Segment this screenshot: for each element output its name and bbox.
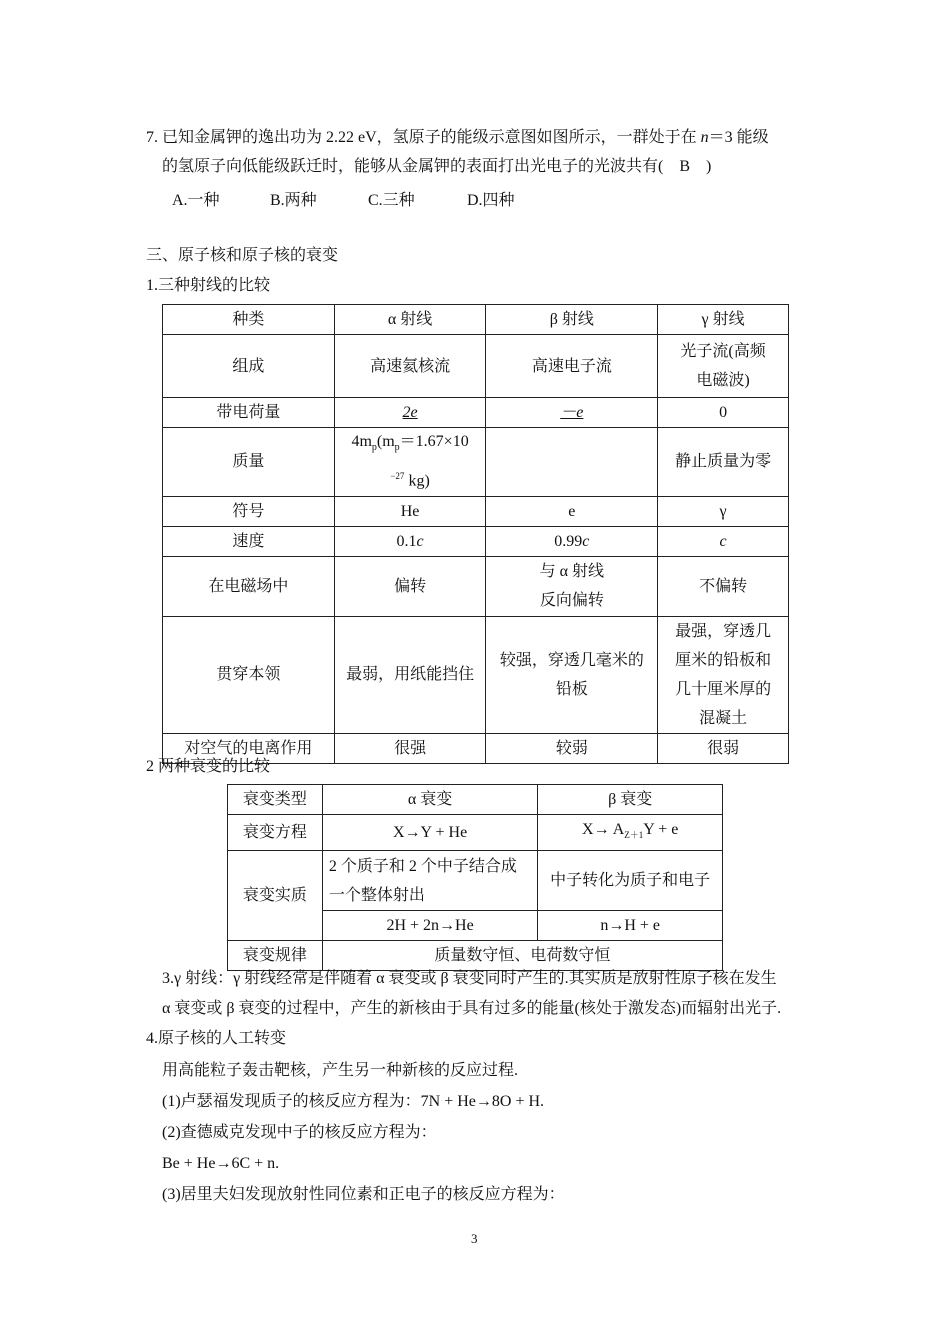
table-row — [163, 398, 789, 428]
charge-alpha: 2e — [402, 404, 418, 421]
cell-line: 混凝土 — [699, 709, 748, 727]
row-label-charge: 带电荷量 — [163, 398, 335, 428]
q7-line1-text: 7. 已知金属钾的逸出功为 2.22 eV，氢原子的能级示意图如图所示，一群处于在 — [146, 129, 701, 146]
row-label-type: 衰变类型 — [228, 785, 323, 815]
part4-item2: (2)查德威克发现中子的核反应方程为： — [162, 1124, 437, 1141]
part4-intro: 用高能粒子轰击靶核，产生另一种新核的反应过程. — [162, 1062, 519, 1079]
cell-line — [339, 462, 482, 495]
header-beta: β 射线 — [486, 305, 658, 335]
table-row — [163, 335, 789, 398]
header-kind: 种类 — [163, 305, 335, 335]
cell: 很弱 — [658, 733, 789, 763]
header-gamma: γ 射线 — [658, 305, 789, 335]
decay-comparison-table — [227, 784, 723, 971]
q7-line1-tail: ＝3 能级 — [708, 129, 769, 146]
q7-n-symbol: n — [700, 129, 709, 146]
cell: 中子转化为质子和电子 — [538, 851, 723, 911]
cell — [538, 815, 723, 851]
cell — [322, 851, 538, 911]
section3-title: 三、原子核和原子核的衰变 — [146, 247, 339, 264]
cell: 静止质量为零 — [658, 428, 789, 497]
cell: He — [334, 496, 486, 526]
part4-title: 4.原子核的人工转变 — [146, 1030, 287, 1047]
cell: 高速氦核流 — [334, 335, 486, 398]
part4-item2-equation: Be + He→6C + n. — [162, 1155, 280, 1172]
part4-item1: (1)卢瑟福发现质子的核反应方程为：7N + He→8O + H. — [162, 1093, 545, 1110]
page-number: 3 — [471, 1231, 478, 1246]
cell-line: 一个整体射出 — [328, 886, 425, 904]
cell-line: 最强，穿透几 — [675, 622, 772, 640]
cell: 不偏转 — [658, 556, 789, 616]
part4-item3: (3)居里夫妇发现放射性同位素和正电子的核反应方程为： — [162, 1186, 565, 1203]
cell-line — [339, 428, 482, 462]
table-row — [163, 616, 789, 733]
cell: 质量数守恒、电荷数守恒 — [322, 941, 722, 971]
cell-line: 几十厘米厚的 — [675, 680, 772, 698]
cell: 偏转 — [334, 556, 486, 616]
table-row — [228, 815, 723, 851]
cell — [334, 398, 486, 428]
cell-line: 铅板 — [555, 680, 588, 698]
row-label-speed: 速度 — [163, 526, 335, 556]
table-row — [163, 526, 789, 556]
cell — [334, 526, 486, 556]
table-row — [163, 556, 789, 616]
cell: γ — [658, 496, 789, 526]
cell-line: 厘米的铅板和 — [675, 651, 772, 669]
eq-text: Y + e — [643, 821, 679, 838]
row-label-equation: 衰变方程 — [228, 815, 323, 851]
row-label-essence: 衰变实质 — [228, 851, 323, 941]
superscript: −27 — [390, 471, 405, 482]
mass-text: kg) — [404, 472, 430, 490]
q7-choice-c: C.三种 — [368, 192, 415, 209]
row-label-field: 在电磁场中 — [163, 556, 335, 616]
part3-line2: α 衰变或 β 衰变的过程中，产生的新核由于具有过多的能量(核处于激发态)而辐射出光子. — [162, 1000, 782, 1017]
cell — [334, 428, 486, 497]
table-row — [228, 941, 723, 971]
header-beta-decay: β 衰变 — [538, 785, 723, 815]
cell: 较弱 — [486, 733, 658, 763]
table-row — [163, 496, 789, 526]
cell — [486, 398, 658, 428]
cell — [658, 616, 789, 733]
q7-choice-d: D.四种 — [467, 192, 515, 209]
speed-text: 0.99 — [554, 532, 583, 550]
cell: X→Y + He — [322, 815, 538, 851]
table-row — [163, 305, 789, 335]
cell-line: 光子流(高频 — [680, 343, 766, 360]
subscript: p — [371, 442, 377, 454]
row-label-ionization: 对空气的电离作用 — [163, 733, 335, 763]
cell: 2H + 2n→He — [322, 911, 538, 941]
part1-title: 1.三种射线的比较 — [146, 277, 271, 294]
cell — [486, 526, 658, 556]
cell: n→H + e — [538, 911, 723, 941]
cell — [658, 335, 789, 398]
table-row — [228, 785, 723, 815]
cell — [486, 556, 658, 616]
table-row — [163, 428, 789, 497]
header-alpha: α 射线 — [334, 305, 486, 335]
cell — [486, 428, 658, 497]
cell: 0 — [658, 398, 789, 428]
speed-c: c — [416, 532, 424, 550]
cell: 高速电子流 — [486, 335, 658, 398]
mass-text: 4m — [351, 433, 372, 450]
cell-line: 电磁波) — [696, 372, 750, 389]
q7-line2: 的氢原子向低能级跃迁时，能够从金属钾的表面打出光电子的光波共有( B ) — [162, 158, 712, 175]
cell-line: 较强，穿透几毫米的 — [499, 651, 644, 669]
q7-line1 — [146, 128, 769, 148]
q7-choice-a: A.一种 — [172, 192, 220, 209]
mass-text: ＝1.67×10 — [399, 433, 469, 450]
cell — [486, 616, 658, 733]
speed-c: c — [582, 532, 590, 550]
cell-line: 与 α 射线 — [539, 563, 605, 581]
row-label-penetration: 贯穿本领 — [163, 616, 335, 733]
cell-line: 反向偏转 — [539, 592, 604, 610]
cell: 最弱，用纸能挡住 — [334, 616, 486, 733]
subscript: Z＋1 — [624, 830, 644, 841]
rays-comparison-table — [162, 304, 789, 764]
cell-line: 2 个质子和 2 个中子结合成 — [328, 857, 517, 875]
cell: 很强 — [334, 733, 486, 763]
part2-title: 2 两种衰变的比较 — [146, 758, 271, 775]
cell: e — [486, 496, 658, 526]
charge-beta: －e — [560, 404, 584, 421]
speed-text: 0.1 — [396, 532, 417, 550]
row-label-mass: 质量 — [163, 428, 335, 497]
part3-line1: 3.γ 射线：γ 射线经常是伴随着 α 衰变或 β 衰变同时产生的.其实质是放射性原子核在发生 — [162, 970, 777, 987]
q7-choice-b: B.两种 — [270, 192, 317, 209]
cell: c — [658, 526, 789, 556]
subscript: p — [394, 442, 400, 454]
mass-text: (m — [376, 433, 395, 450]
row-label-law: 衰变规律 — [228, 941, 323, 971]
table-row — [228, 851, 723, 911]
header-alpha-decay: α 衰变 — [322, 785, 538, 815]
row-label-composition: 组成 — [163, 335, 335, 398]
row-label-symbol: 符号 — [163, 496, 335, 526]
eq-text: X→ A — [582, 821, 625, 838]
